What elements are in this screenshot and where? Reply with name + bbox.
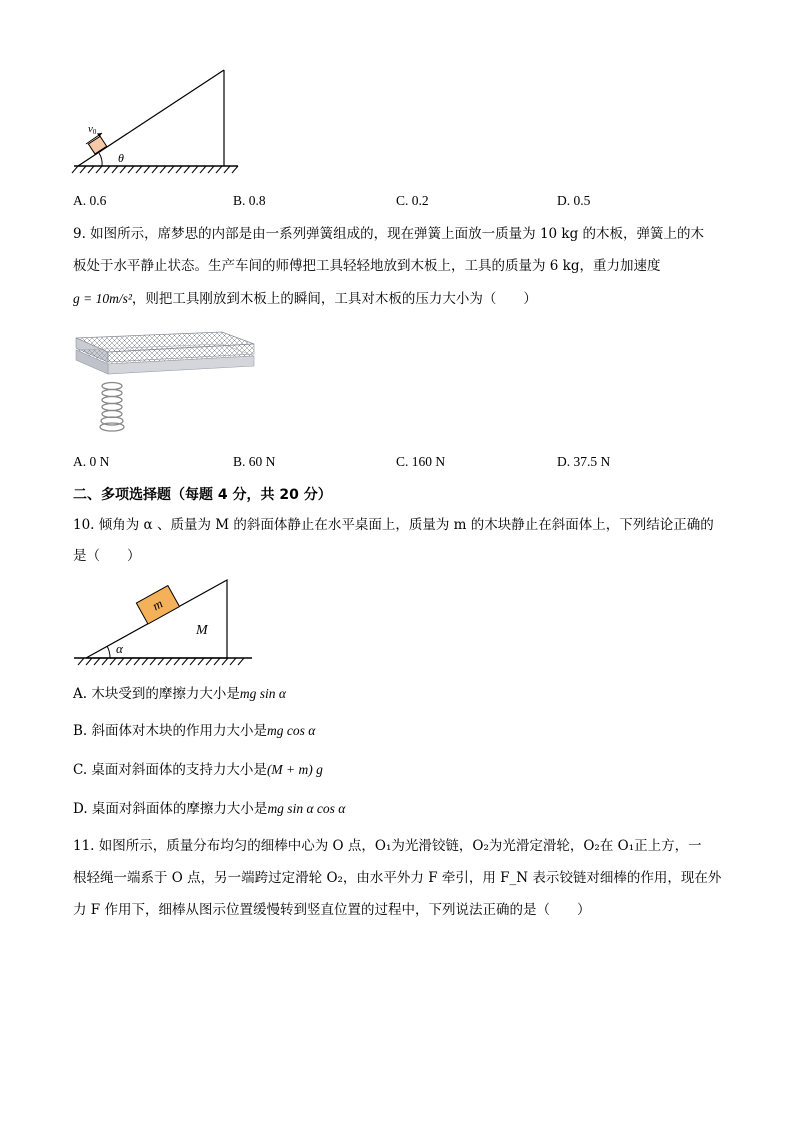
q8-option-c[interactable]: C. 0.2 xyxy=(396,193,429,208)
q9-option-b[interactable]: B. 60 N xyxy=(233,454,276,469)
wedge-figure xyxy=(70,574,260,668)
q10-line-2: 是（ ） xyxy=(73,548,141,564)
block-on-incline xyxy=(88,136,106,154)
q11-line-1: 11. 如图所示，质量分布均匀的细棒中心为 O 点，O₁为光滑铰链，O₂为光滑定滑轮，O₂在 O₁正上方，一 xyxy=(73,838,702,854)
gravity-formula: g = 10m/s² xyxy=(73,291,132,306)
q10-option-a[interactable]: A. 木块受到的摩擦力大小是mg sin α xyxy=(73,686,286,702)
q10-option-d[interactable]: D. 桌面对斜面体的摩擦力大小是mg sin α cos α xyxy=(73,801,346,817)
q8-option-a[interactable]: A. 0.6 xyxy=(73,193,107,208)
q9-line-2: 板处于水平静止状态。生产车间的师傅把工具轻轻地放到木板上，工具的质量为 6 kg，重力加速度 xyxy=(73,258,661,274)
spring-icon xyxy=(100,383,124,432)
mattress-figure xyxy=(72,328,258,436)
alpha-label: α xyxy=(116,641,123,656)
q9-option-c[interactable]: C. 160 N xyxy=(396,454,446,469)
q9-line-3: g = 10m/s²，则把工具刚放到木板上的瞬间，工具对木板的压力大小为（ ） xyxy=(73,291,537,307)
v0-label: v0 xyxy=(88,123,97,136)
q8-option-b[interactable]: B. 0.8 xyxy=(233,193,266,208)
incline-figure-1 xyxy=(66,62,246,182)
section-2-title: 二、多项选择题（每题 4 分，共 20 分） xyxy=(73,487,332,503)
q11-line-2: 根轻绳一端系于 O 点，另一端跨过定滑轮 O₂，由水平外力 F 牵引，用 F_N 表示铰链对细棒的作用，现在外 xyxy=(73,870,722,886)
q9-option-d[interactable]: D. 37.5 N xyxy=(557,454,611,469)
q9-line-1: 9. 如图所示，席梦思的内部是由一系列弹簧组成的，现在弹簧上面放一质量为 10 kg 的木板，弹簧上的木 xyxy=(73,226,705,242)
q9-option-a[interactable]: A. 0 N xyxy=(73,454,110,469)
q10-option-c[interactable]: C. 桌面对斜面体的支持力大小是(M + m) g xyxy=(73,762,323,778)
q11-line-3: 力 F 作用下，细棒从图示位置缓慢转到竖直位置的过程中，下列说法正确的是（ ） xyxy=(73,902,591,918)
q10-line-1: 10. 倾角为 α 、质量为 M 的斜面体静止在水平桌面上，质量为 m 的木块静止在斜面体上，下列结论正确的 xyxy=(73,517,714,533)
q8-option-d[interactable]: D. 0.5 xyxy=(557,193,591,208)
wedge-mass-label: M xyxy=(196,623,208,638)
block-m xyxy=(136,586,179,624)
theta-label: θ xyxy=(118,151,124,165)
q10-option-b[interactable]: B. 斜面体对木块的作用力大小是mg cos α xyxy=(73,723,316,739)
svg-text:m: m xyxy=(149,595,166,614)
